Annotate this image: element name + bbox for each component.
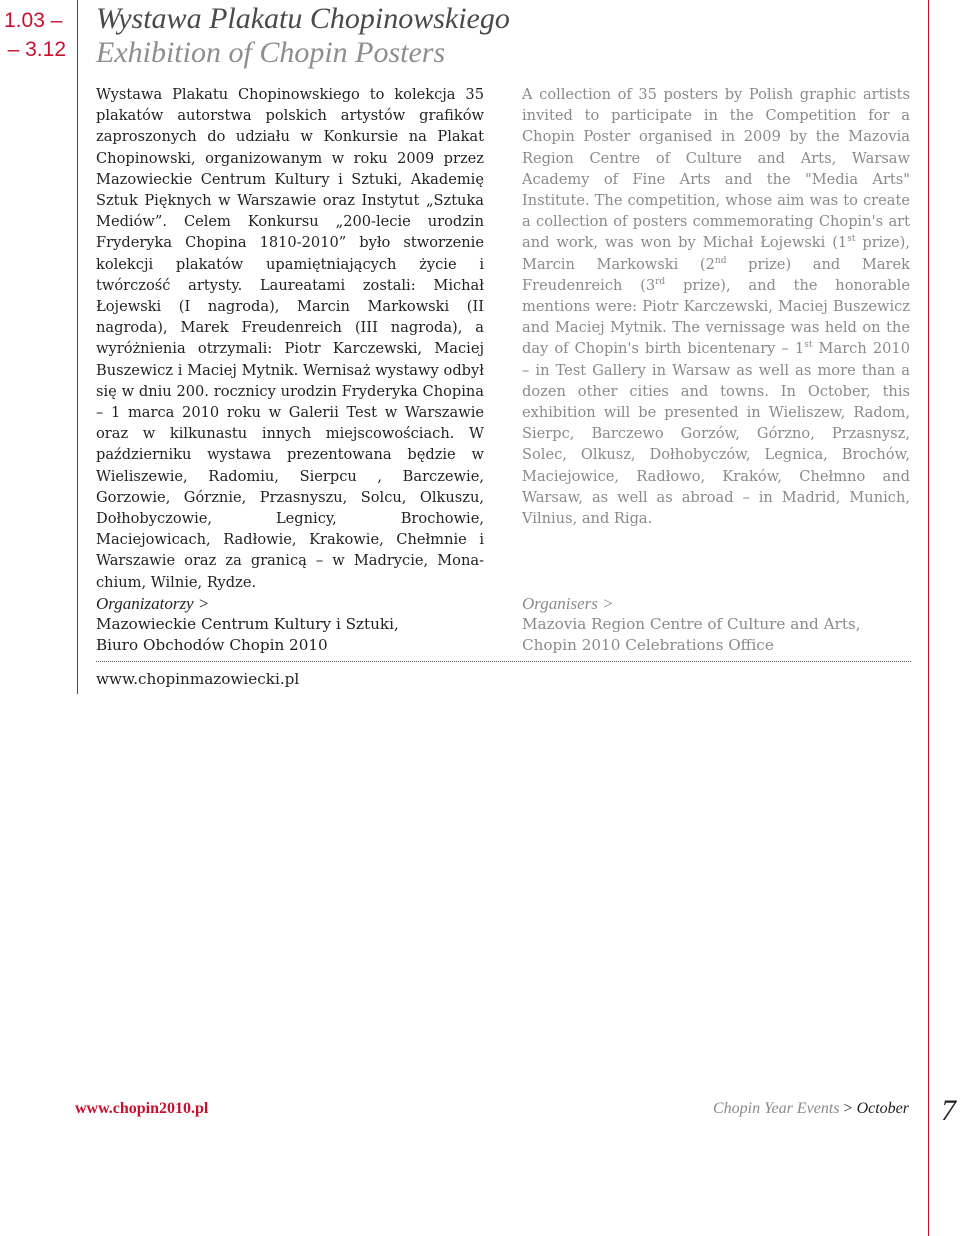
footer-section-breadcrumb (713, 1100, 909, 1118)
ordinal-suffix: st (847, 234, 856, 245)
page-title-english: Exhibition of Chopin Posters (96, 36, 446, 69)
organizer-line-2: Chopin 2010 Celebrations Office (522, 636, 774, 655)
english-text-part: prize), Marcin Markowski (2 (522, 234, 910, 273)
footer-month: October (856, 1100, 909, 1117)
english-text-part: A collection of 35 posters by Polish graphic artists invited to participate in the Competition for a Chopin Poster organised in 2009 by the Mazovia Region Centre of Culture and Arts, Warsaw Academy of Fine Arts and the "Media Arts" Institute. The competition, whose aim was to create a collection of posters commemorating Chopin's art and work, was won by Michał Łojewski (1 (522, 86, 910, 252)
right-divider-line (928, 0, 929, 1236)
page-number: 7 (941, 1094, 956, 1127)
page-title-polish: Wystawa Plakatu Chopinowskiego (96, 2, 510, 35)
english-paragraph (522, 84, 910, 529)
date-start: 1.03 – (4, 9, 63, 32)
organizer-line-2: Biuro Obchodów Chopin 2010 (96, 636, 328, 655)
organizers-label-polish: Organizatorzy > (96, 594, 210, 613)
organizers-label-english: Organisers > (522, 594, 614, 613)
polish-description (96, 84, 484, 593)
ordinal-suffix: st (804, 340, 813, 351)
event-dates (4, 6, 66, 64)
polish-paragraph: Wystawa Plakatu Chopinowskiego to kolekcja 35 plakatów autorstwa polskich artystów grafików zaproszonych do udziału w Konkursie na Plakat Chopinowski, organizowanym w roku 2009 przez Mazowieckie Centrum Kultury i Sztuki, Akademię Sztuk Pięknych w Warszawie oraz Instytut „Sztuka Mediów”. Celem Konkursu „200-lecie urodzin Fryderyka Chopina 1810-2010” było stworzenie kolekcji plakatów upamiętniających życie i twórczość artysty. Laureatami zostali: Michał Łojewski (I nagroda), Marcin Markowski (II nagroda), Marek Freudenreich (III nagroda), a wyróżnienia otrzymali: Piotr Karczewski, Maciej Buszewicz i Maciej Mytnik. Wernisaż wystawy odbył się w dniu 200. rocznicy urodzin Fryderyka Chopina – 1 marca 2010 roku w Galerii Test w Warszawie oraz w kilkunastu innych miejscowościach. W październiku wystawa prezentowana będzie w Wieliszewie, Radomiu, Sierpcu , Barczewie, Gorzowie, Górznie, Przasnyszu, Solcu, Olkuszu, Dołhobyczowie, Legnicy, Brochowie, Maciejowicach, Radłowie, Krakowie, Chełmnie i Warszawie oraz za granicą – w Madrycie, Monachium, Wilnie, Rydze. (96, 86, 484, 591)
english-text-part: prize) and Marek Freudenreich (3 (522, 255, 910, 294)
organizers-polish (96, 593, 486, 657)
organizer-website-link[interactable]: www.chopinmazowiecki.pl (96, 670, 300, 688)
left-divider-line (77, 0, 78, 694)
footer-website-link[interactable]: www.chopin2010.pl (75, 1100, 209, 1117)
footer-section: Chopin Year Events (713, 1100, 840, 1117)
english-description (522, 84, 910, 529)
ordinal-suffix: rd (655, 276, 666, 287)
organizer-line-1: Mazovia Region Centre of Culture and Arts, (522, 615, 861, 634)
organizer-line-1: Mazowieckie Centrum Kultury i Sztuki, (96, 615, 399, 634)
footer-separator: > (839, 1100, 857, 1117)
date-end: – 3.12 (7, 38, 66, 61)
english-text-part: prize), and the honorable mentions were: Piotr Karczewski, Maciej Buszewicz and Maciej Mytnik. The vernissage was held on the day of Chopin's birth bicentenary – 1 (522, 276, 910, 358)
organizers-english (522, 593, 912, 657)
english-text-part: March 2010 – in Test Gallery in Warsaw as well as more than a dozen other cities and towns. In October, this exhibition will be presented in Wieliszew, Radom, Sierpc, Barczewo Gorzów, Górzno, Przasnysz, Solec, Olkusz, Dołhobyczów, Legnica, Brochów, Maciejowice, Radłowo, Kraków, Chełmno and Warsaw, as well as abroad – in Madrid, Munich, Vilnius, and Riga. (522, 340, 910, 528)
ordinal-suffix: nd (714, 255, 727, 266)
dotted-separator (96, 661, 911, 662)
